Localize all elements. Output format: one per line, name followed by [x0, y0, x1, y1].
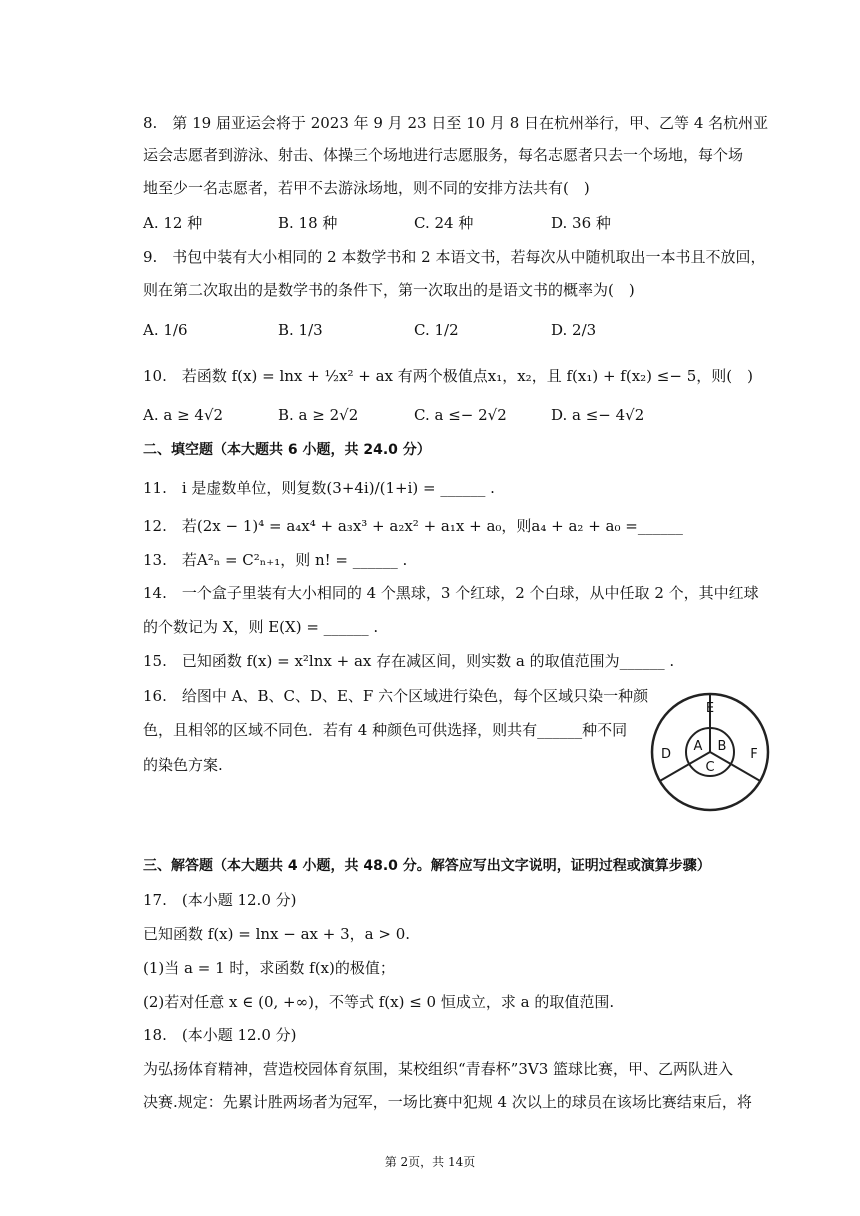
- q16-line2: 色，且相邻的区域不同色．若有 4 种颜色可供选择，则共有______种不同: [143, 721, 628, 739]
- q8-option-b: B. 18 种: [278, 214, 338, 232]
- region-label-c: C: [705, 760, 715, 775]
- q15: 15. 已知函数 f(x) = x²lnx + ax 存在减区间，则实数 a 的取值范围为______ .: [143, 652, 675, 670]
- q10-line1: 10. 若函数 f(x) = lnx + ½x² + ax 有两个极值点x₁，x₂，且 f(x₁) + f(x₂) ≤− 5，则( ): [143, 367, 753, 385]
- q17-header: 17. (本小题 12.0 分): [143, 891, 297, 909]
- region-label-d: D: [660, 747, 672, 762]
- q8-line2: 运会志愿者到游泳、射击、体操三个场地进行志愿服务，每名志愿者只去一个场地，每个场: [143, 146, 744, 164]
- region-label-e: E: [705, 701, 715, 716]
- q13: 13. 若A²ₙ = C²ₙ₊₁，则 n! = ______ .: [143, 551, 408, 569]
- q17-line2: (1)当 a = 1 时，求函数 f(x)的极值；: [143, 959, 395, 977]
- region-label-b: B: [717, 739, 727, 754]
- q9-option-a: A. 1/6: [143, 321, 188, 339]
- q14-line1: 14. 一个盒子里装有大小相同的 4 个黑球，3 个红球，2 个白球，从中任取 2 个，其中红球: [143, 584, 759, 602]
- q17-line1: 已知函数 f(x) = lnx − ax + 3，a > 0.: [143, 925, 411, 943]
- q11: 11. i 是虚数单位，则复数(3+4i)/(1+i) = ______ .: [143, 479, 495, 497]
- page-footer: 第 2页，共 14页: [384, 1155, 476, 1169]
- q8-option-a: A. 12 种: [143, 214, 203, 232]
- region-label-a: A: [693, 739, 703, 754]
- coloring-regions-diagram: [648, 690, 772, 814]
- section-solution-heading: 三、解答题（本大题共 4 小题，共 48.0 分。解答应写出文字说明，证明过程或演算步骤）: [143, 858, 711, 874]
- q18-line2: 决赛.规定：先累计胜两场者为冠军，一场比赛中犯规 4 次以上的球员在该场比赛结束后，将: [143, 1093, 752, 1111]
- q10-option-a: A. a ≥ 4√2: [143, 406, 224, 424]
- section-fill-in-heading: 二、填空题（本大题共 6 小题，共 24.0 分）: [143, 442, 431, 458]
- q12: 12. 若(2x − 1)⁴ = a₄x⁴ + a₃x³ + a₂x² + a₁x + a₀，则a₄ + a₂ + a₀ =______: [143, 517, 683, 535]
- q9-option-b: B. 1/3: [278, 321, 323, 339]
- q8-option-c: C. 24 种: [414, 214, 474, 232]
- q10-option-d: D. a ≤− 4√2: [551, 406, 645, 424]
- q8-option-d: D. 36 种: [551, 214, 611, 232]
- q9-option-d: D. 2/3: [551, 321, 597, 339]
- q18-header: 18. (本小题 12.0 分): [143, 1026, 297, 1044]
- q8-line3: 地至少一名志愿者，若甲不去游泳场地，则不同的安排方法共有( ): [143, 179, 590, 197]
- q10-option-c: C. a ≤− 2√2: [414, 406, 507, 424]
- q18-line1: 为弘扬体育精神，营造校园体育氛围，某校组织“青春杯”3V3 篮球比赛，甲、乙两队进入: [143, 1060, 734, 1078]
- q16-line3: 的染色方案.: [143, 756, 223, 774]
- q10-option-b: B. a ≥ 2√2: [278, 406, 359, 424]
- q17-line3: (2)若对任意 x ∈ (0, +∞)，不等式 f(x) ≤ 0 恒成立，求 a 的取值范围.: [143, 993, 615, 1011]
- q9-option-c: C. 1/2: [414, 321, 459, 339]
- q14-line2: 的个数记为 X，则 E(X) = ______ .: [143, 618, 379, 636]
- q8-line1: 8. 第 19 届亚运会将于 2023 年 9 月 23 日至 10 月 8 日在杭州举行，甲、乙等 4 名杭州亚: [143, 114, 769, 132]
- region-label-f: F: [750, 747, 758, 762]
- q16-line1: 16. 给图中 A、B、C、D、E、F 六个区域进行染色，每个区域只染一种颜: [143, 687, 649, 705]
- q9-line1: 9. 书包中装有大小相同的 2 本数学书和 2 本语文书，若每次从中随机取出一本书且不放回，: [143, 248, 766, 266]
- q9-line2: 则在第二次取出的是数学书的条件下，第一次取出的是语文书的概率为( ): [143, 281, 635, 299]
